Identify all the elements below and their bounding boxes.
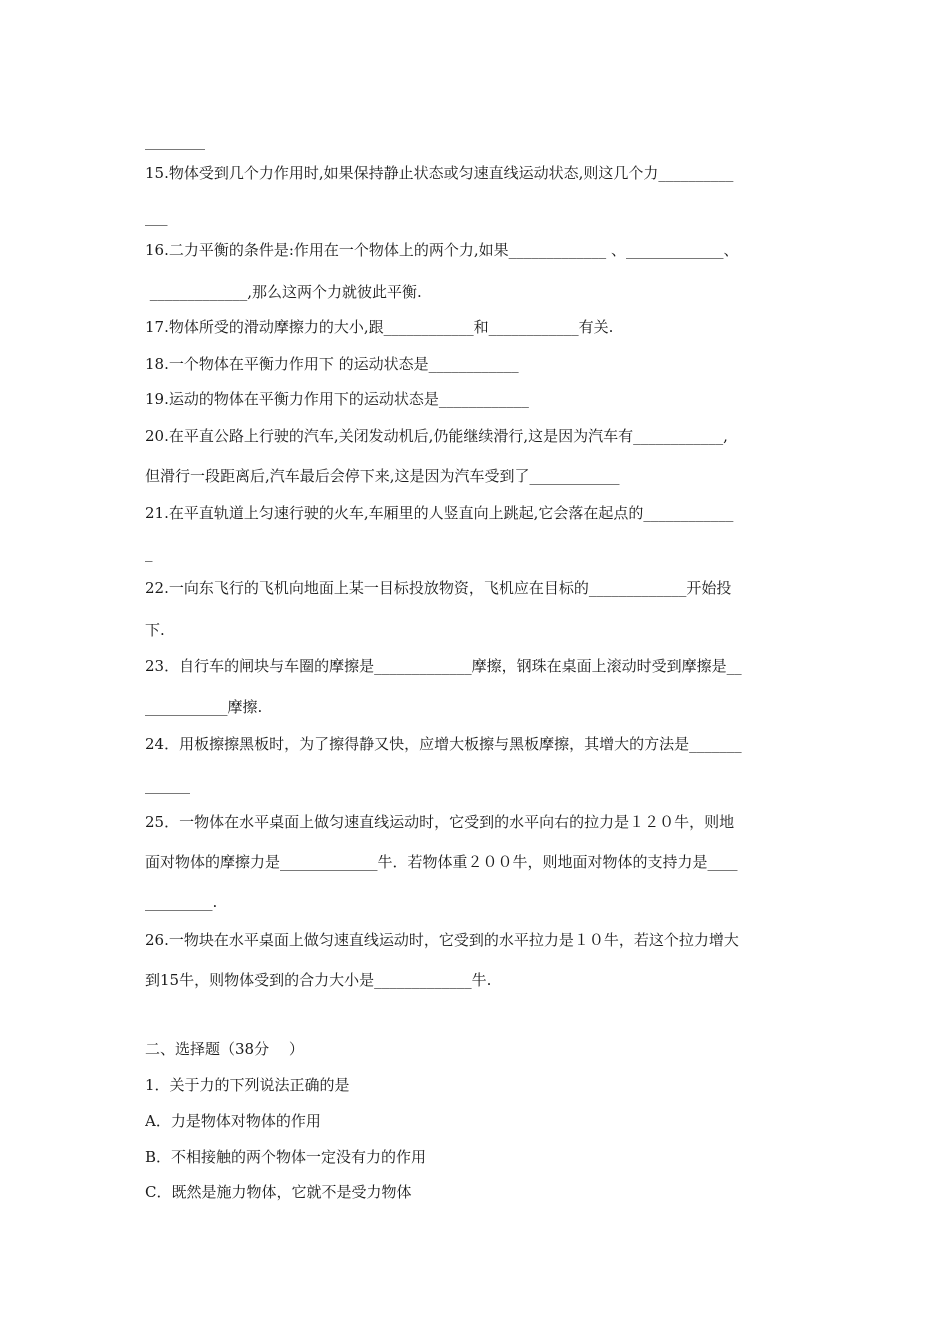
choice-option-c: C．既然是施力物体，它就不是受力物体 [145, 1183, 412, 1201]
question-21-blank-continuation: _ [145, 544, 153, 562]
question-23: 23．自行车的闸块与车圈的摩擦是_____________摩擦，钢珠在桌面上滚动时受到摩擦是__ [145, 657, 742, 675]
question-24: 24．用板擦擦黑板时，为了擦得静又快，应增大板擦与黑板摩擦，其增大的方法是_______ [145, 735, 742, 753]
question-25-blank-continuation: _________. [145, 893, 218, 911]
question-19: 19.运动的物体在平衡力作用下的运动状态是____________ [145, 390, 529, 408]
section-heading-choice: 二、选择题（38分 ） [145, 1040, 304, 1058]
question-21: 21.在平直轨道上匀速行驶的火车,车厢里的人竖直向上跳起,它会落在起点的____________ [145, 504, 734, 522]
answer-blank-continuation: ________ [145, 132, 205, 150]
choice-question-1: 1．关于力的下列说法正确的是 [145, 1076, 350, 1094]
question-25-continuation: 面对物体的摩擦力是_____________牛．若物体重２００牛，则地面对物体的支持力是____ [145, 853, 738, 871]
question-15-blank-continuation: ___ [145, 208, 168, 226]
question-20-continuation: 但滑行一段距离后,汽车最后会停下来,这是因为汽车受到了____________ [145, 467, 620, 485]
question-17: 17.物体所受的滑动摩擦力的大小,跟____________和____________有关. [145, 318, 614, 336]
question-22: 22.一向东飞行的飞机向地面上某一目标投放物资，飞机应在目标的_____________开始投 [145, 579, 732, 597]
question-26-continuation: 到15牛，则物体受到的合力大小是_____________牛. [145, 971, 492, 989]
question-20: 20.在平直公路上行驶的汽车,关闭发动机后,仍能继续滑行,这是因为汽车有____________, [145, 427, 728, 445]
choice-option-b: B．不相接触的两个物体一定没有力的作用 [145, 1148, 427, 1166]
question-16-continuation: _____________,那么这两个力就彼此平衡. [145, 283, 422, 301]
question-18: 18.一个物体在平衡力作用下 的运动状态是____________ [145, 355, 519, 373]
question-26: 26.一物块在水平桌面上做匀速直线运动时，它受到的水平拉力是１０牛，若这个拉力增大 [145, 931, 739, 949]
question-22-continuation: 下. [145, 621, 165, 639]
question-16: 16.二力平衡的条件是:作用在一个物体上的两个力,如果_____________ 、_____________、 [145, 241, 739, 259]
question-15: 15.物体受到几个力作用时,如果保持静止状态或匀速直线运动状态,则这几个力__________ [145, 164, 734, 182]
question-25: 25．一物体在水平桌面上做匀速直线运动时，它受到的水平向右的拉力是１２０牛，则地 [145, 813, 735, 831]
question-23-continuation: ___________摩擦. [145, 698, 263, 716]
question-24-blank-continuation: ______ [145, 776, 190, 794]
choice-option-a: A．力是物体对物体的作用 [145, 1112, 321, 1130]
